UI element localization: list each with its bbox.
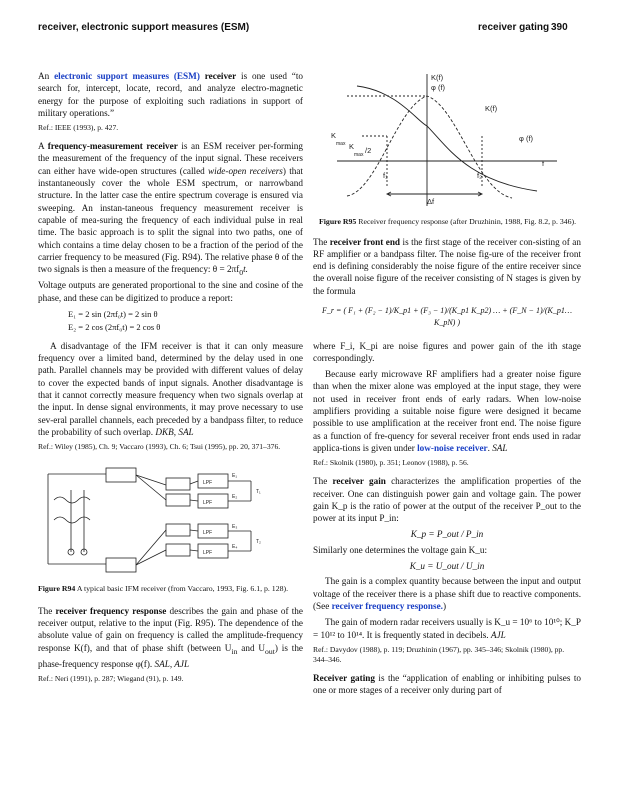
freq-measure-text4: Voltage outputs are generated proportional to the sine and cosine of the phase, and these can be digitized to produce a report: bbox=[38, 280, 303, 303]
front-end-lead: The bbox=[313, 236, 330, 247]
front-end-end: . bbox=[487, 442, 493, 453]
output-label-e2: E₂ bbox=[232, 494, 238, 501]
esm-paragraph bbox=[38, 70, 303, 119]
frequency-response-svg bbox=[317, 66, 567, 211]
lpf-label-1: LPF bbox=[203, 480, 213, 487]
output-label-e1: E₁ bbox=[232, 473, 238, 480]
figure-r95-caption bbox=[319, 217, 581, 228]
figure-r94-caption-text: A typical basic IFM receiver (from Vaccaro, 1993, Fig. 6.1, p. 128). bbox=[75, 584, 289, 594]
gating-paragraph bbox=[313, 672, 581, 697]
equation-e2: E₂ = 2 cos (2πf₀t) = 2 cos θ bbox=[68, 321, 161, 332]
figure-r94-caption bbox=[38, 584, 303, 595]
f2-label: f₂ bbox=[477, 171, 482, 180]
power-gain-equation: K_p = P_out / P_in bbox=[410, 529, 484, 540]
gain-values-authors: AJL bbox=[490, 629, 506, 640]
freq-response-mid: and U bbox=[237, 642, 266, 653]
f-axis-label: f bbox=[542, 159, 545, 168]
over-two-label: /2 bbox=[365, 146, 372, 155]
gain-values-text: The gain of modern radar receivers usually is K_u = 10⁶ to 10¹⁰; K_P = 10¹² to 10¹⁴. It is frequently stated in decibels. bbox=[313, 617, 581, 640]
kf-top-label: K(f) bbox=[431, 73, 444, 82]
kmax-sub: max bbox=[336, 141, 346, 147]
ifm-disadvantage-paragraph bbox=[38, 340, 303, 438]
voltage-gain-equation: K_u = U_out / U_in bbox=[409, 561, 485, 572]
phi-top-label: φ (f) bbox=[431, 83, 446, 92]
ifm-receiver-diagram-svg bbox=[46, 460, 276, 578]
freq-response-sub-out: out bbox=[265, 646, 275, 656]
esm-reference: Ref.: IEEE (1993), p. 427. bbox=[38, 123, 119, 133]
f1-label: f₁ bbox=[383, 171, 388, 180]
gain-complex-text: The gain is a complex quantity because between the input and output voltage of the receiver there is a phase shift due to reactive components. (See bbox=[313, 576, 581, 611]
kmax2-label: K bbox=[349, 142, 355, 151]
freq-response-paragraph bbox=[38, 605, 303, 670]
esm-lead: An bbox=[38, 71, 55, 81]
running-header-left: receiver, electronic support measures (ESM) bbox=[38, 22, 250, 33]
gating-term: Receiver gating bbox=[313, 672, 375, 683]
freq-response-text: describes the gain and phase of the receiver output, relative to the input (Fig. R95). The dependence of the absolute value of gain on frequency is called the amplitude-frequency response K(f), and that of phase shift (between U bbox=[38, 605, 303, 653]
kmax2-sub: max bbox=[354, 152, 364, 158]
low-noise-receiver-link[interactable]: low-noise receiver bbox=[417, 442, 488, 453]
freq-measure-text1: is an ESM receiver per-forming the measurement of the frequency of the input signal. These receivers can either have wide-open structures (called bbox=[38, 141, 303, 176]
freq-measure-term: frequency-measurement receiver bbox=[47, 141, 178, 152]
freq-response-authors: SAL, AJL bbox=[154, 658, 190, 669]
figure-r95-label: Figure R95 bbox=[319, 217, 357, 226]
gain-complex-paragraph bbox=[313, 575, 581, 612]
gating-text: is the “application of enabling or inhibiting pulses to one or more stages of a receiver only during part of bbox=[313, 672, 581, 696]
front-end-term: receiver front end bbox=[329, 236, 401, 247]
left-column bbox=[38, 70, 303, 691]
kf-right-label: K(f) bbox=[485, 104, 498, 113]
freq-response-text2: ) is the phase-frequency response φ(f). bbox=[38, 642, 303, 669]
voltage-gain-intro: Similarly one determines the voltage gain K_u: bbox=[313, 544, 488, 555]
figure-r94-label: Figure R94 bbox=[38, 584, 76, 594]
equation-e1: E₁ = 2 sin (2πf₀t) = 2 sin θ bbox=[68, 308, 158, 319]
front-end-paragraph bbox=[313, 236, 581, 297]
noise-figure-formula: F_r = ( F₁ + (F₂ − 1)/K_p1 + (F₃ − 1)/(K_p1 K_p2) … + (F_N − 1)/(K_p1…K_pN) ) bbox=[322, 305, 572, 328]
gain-lead: The bbox=[313, 476, 333, 487]
lpf-label-3: LPF bbox=[203, 530, 213, 537]
freq-measure-lead: A bbox=[38, 141, 48, 152]
figure-r94-diagram bbox=[46, 460, 303, 578]
freq-response-term: receiver frequency response bbox=[55, 605, 167, 616]
front-end-history-text: Because early microwave RF amplifiers had a greater noise figure than when the mixer alone was employed at the input stage, they were not used in receiver front ends of early radars. When low-noise amplifiers providing a suitable noise figure were designed it became possible to use amplification at the receiver front end. The noise figure as a function of fre-quency for several receiver front ends used in radar applica-tions is given under bbox=[313, 369, 581, 453]
freq-measure-text2: ) that instantaneously cover the whole ESM spectrum, or narrowband structure. In the latter case the entire spectrum coverage is ensured via sweeping. An instan-taneous frequency measurement receiver is capable of mea-suring the frequency of each individual pulse in real time. The basic approach is to split the signal into two paths, one of which contains a time delay chosen to be a fraction of the period of the carrier frequency to be measured (Fig. R94). The relative phase θ of the two signals is then a measure of the frequency: θ = 2πf bbox=[38, 165, 303, 275]
phi-right-label: φ (f) bbox=[519, 134, 534, 143]
gain-text: characterizes the amplification properties of the receiver. One can distinguish power gain and voltage gain. The power gain K_p is the ratio of power at the output of the receiver P_out to the power at its input P_in: bbox=[313, 476, 581, 524]
lpf-label-4: LPF bbox=[203, 550, 213, 557]
page-number: 390 bbox=[551, 22, 568, 33]
gain-term: receiver gain bbox=[332, 476, 386, 487]
gain-reference: Ref.: Davydov (1988), p. 119; Druzhinin (1967), pp. 345–346; Skolnik (1980), pp. 344–346. bbox=[313, 644, 565, 664]
esm-definition: is one used “to search for, intercept, locate, record, and analyze electro-magnetic energy for the purpose of exploiting such radiations in support of military operations.” bbox=[38, 71, 303, 118]
front-end-reference: Ref.: Skolnik (1980), p. 351; Leonov (1988), p. 56. bbox=[313, 458, 469, 468]
figure-r95-plot bbox=[317, 66, 581, 211]
output-label-e3: E₃ bbox=[232, 524, 238, 531]
freq-response-sub-in: in bbox=[231, 646, 238, 656]
freq-measure-sub: 0 bbox=[239, 267, 244, 277]
esm-term: receiver bbox=[204, 71, 237, 81]
front-end-authors: SAL bbox=[492, 442, 508, 453]
output-label-t1: T₁ bbox=[256, 489, 261, 496]
ifm-disadvantage-authors: DKB, SAL bbox=[155, 426, 194, 437]
freq-response-reference: Ref.: Neri (1991), p. 287; Wiegand (91), p. 149. bbox=[38, 674, 184, 684]
gain-paragraph bbox=[313, 475, 581, 524]
freq-response-lead: The bbox=[38, 605, 56, 616]
ifm-disadvantage-text: A disadvantage of the IFM receiver is that it can only measure frequency over a limited band, determined by the delay used in one path. Parallel channels may be provided with different values of delay to cover the expected bands of input signals. Another disadvantage is that it cannot correctly measure frequency when two signals overlap at the input. In dense signal environments, it may prove necessary to use sev-eral parallel channels, each preceded by a bandpass filter, to reduce the probability of such overlap. bbox=[38, 340, 303, 437]
running-header-right-term: receiver gating bbox=[478, 22, 550, 33]
lpf-label-2: LPF bbox=[203, 500, 213, 507]
ifm-reference: Ref.: Wiley (1985), Ch. 9; Vaccaro (1993), Ch. 6; Tsui (1995), pp. 20, 371–376. bbox=[38, 442, 281, 452]
figure-r95-caption-text: Receiver frequency response (after Druzhinin, 1988, Fig. 8.2, p. 346). bbox=[356, 217, 577, 226]
delta-f-label: Δf bbox=[427, 197, 435, 206]
output-label-t2: T₂ bbox=[256, 539, 261, 546]
freq-measure-italic: wide-open receivers bbox=[208, 165, 283, 176]
gain-values-paragraph bbox=[313, 616, 581, 641]
esm-link[interactable]: electronic support measures (ESM) bbox=[54, 71, 200, 81]
receiver-frequency-response-link[interactable]: receiver frequency response. bbox=[331, 600, 443, 611]
freq-measure-paragraph bbox=[38, 140, 303, 304]
kmax-label: K bbox=[331, 131, 337, 140]
gain-complex-end: ) bbox=[442, 600, 447, 611]
output-label-e4: E₄ bbox=[232, 544, 238, 551]
front-end-history-paragraph bbox=[313, 368, 581, 454]
freq-measure-text3: t. bbox=[243, 264, 248, 275]
front-end-text: is the first stage of the receiver con-sisting of an RF amplifier or a bandpass filter. The noise fig-ure of the receiver front end is defining considerably the noise figure of the entire receiver since the overall noise figure of the receiver consisting of N stages is given by the formula bbox=[313, 236, 581, 296]
front-end-where: where F_i, K_pi are noise figures and power gain of the ith stage correspondingly. bbox=[313, 340, 581, 363]
right-column bbox=[313, 66, 581, 700]
